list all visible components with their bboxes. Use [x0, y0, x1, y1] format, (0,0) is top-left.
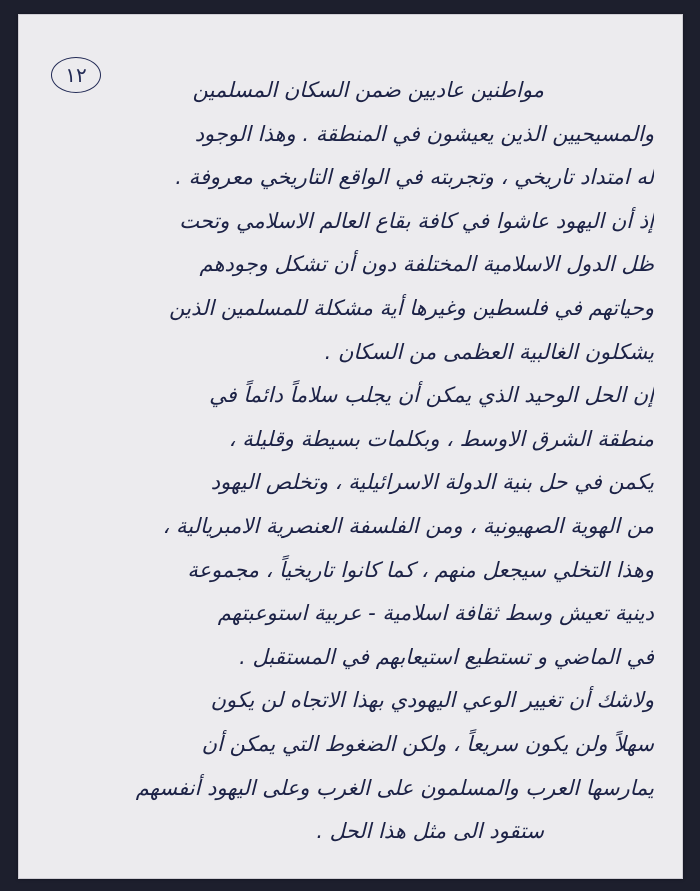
text-line: ستقود الى مثل هذا الحل .: [316, 819, 544, 844]
text-line: وحياتهم في فلسطين وغيرها أية مشكلة للمسلمين الذين: [169, 295, 654, 320]
text-line: يمارسها العرب والمسلمون على الغرب وعلى اليهود أنفسهم: [135, 775, 654, 800]
text-line: في الماضي و تستطيع استيعابهم في المستقبل .: [239, 644, 654, 669]
text-line: سهلاً ولن يكون سريعاً ، ولكن الضغوط التي يمكن أن: [201, 731, 654, 756]
text-line: يشكلون الغالبية العظمى من السكان .: [324, 339, 654, 364]
text-line: منطقة الشرق الاوسط ، وبكلمات بسيطة وقليلة ،: [228, 426, 654, 451]
handwritten-text-body: [45, 69, 654, 854]
text-line: ظل الدول الاسلامية المختلفة دون أن تشكل وجودهم: [199, 252, 654, 277]
text-line: والمسيحيين الذين يعيشون في المنطقة . وهذا الوجود: [194, 121, 654, 146]
text-line: إن الحل الوحيد الذي يمكن أن يجلب سلاماً دائماً في: [209, 383, 654, 408]
page-number: ١٢: [65, 63, 87, 87]
text-line: مواطنين عاديين ضمن السكان المسلمين: [192, 78, 544, 102]
text-line: دينية تعيش وسط ثقافة اسلامية - عربية استوعبتهم: [217, 601, 654, 626]
text-line: يكمن في حل بنية الدولة الاسرائيلية ، وتخلص اليهود: [210, 470, 654, 495]
text-line: له امتداد تاريخي ، وتجربته في الواقع التاريخي معروفة .: [175, 165, 654, 190]
text-line: من الهوية الصهيونية ، ومن الفلسفة العنصرية الامبريالية ،: [162, 513, 654, 538]
manuscript-page: [18, 14, 683, 879]
text-line: إذ أن اليهود عاشوا في كافة بقاع العالم الاسلامي وتحت: [179, 208, 654, 233]
text-line: وهذا التخلي سيجعل منهم ، كما كانوا تاريخياً ، مجموعة: [187, 557, 654, 582]
text-line: ولاشك أن تغيير الوعي اليهودي بهذا الاتجاه لن يكون: [210, 688, 654, 713]
